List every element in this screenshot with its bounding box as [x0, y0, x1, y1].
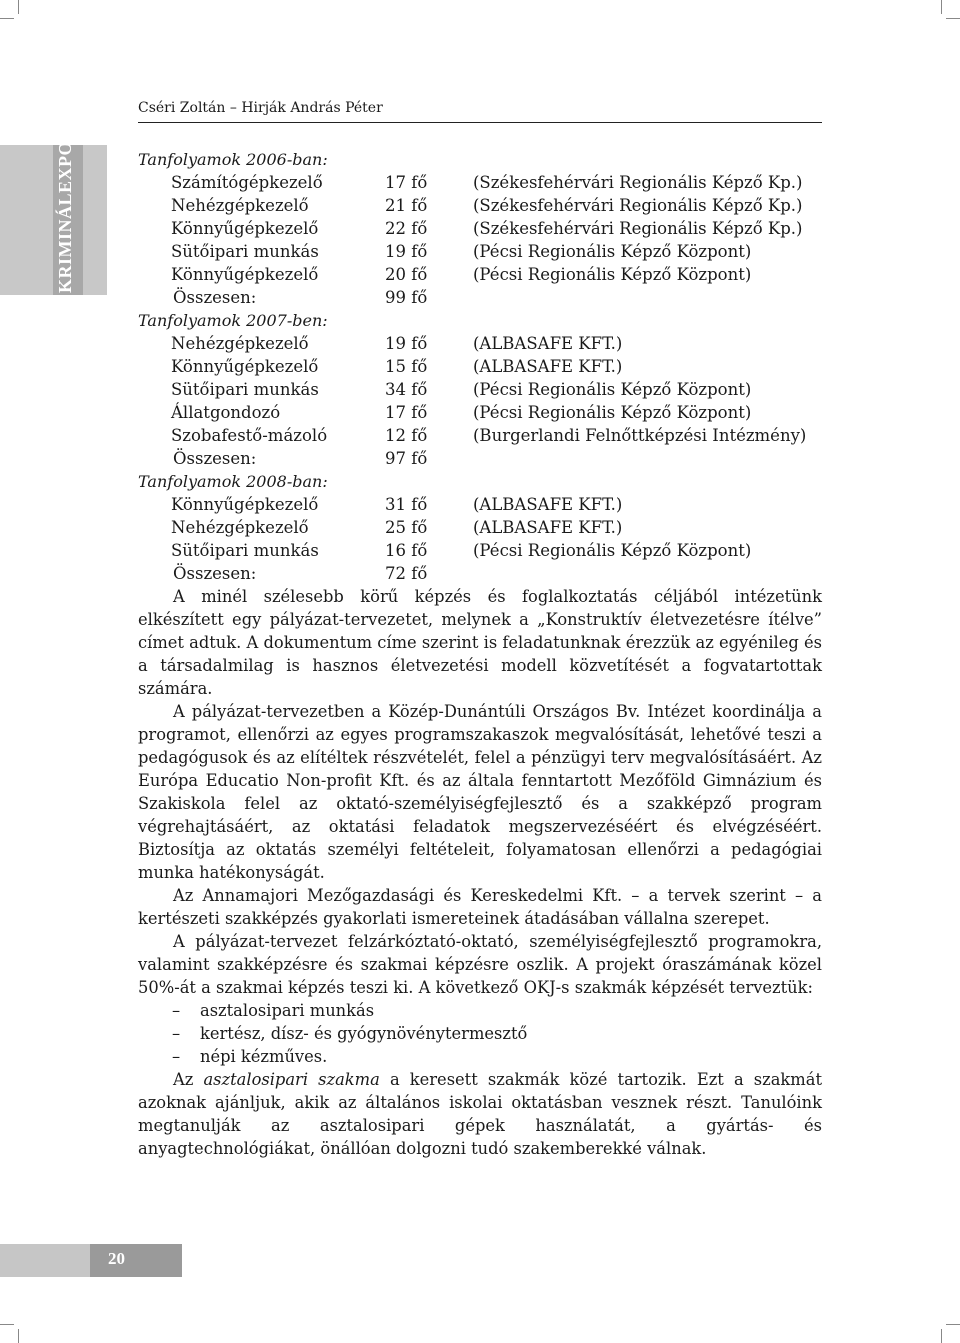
course-provider: (ALBASAFE KFT.): [473, 495, 623, 514]
paragraph: A pályázat-tervezetben a Közép-Dunántúli Országos Bv. Intézet koordinálja a programot, ellenőrzi az egyes programszakaszok megvalósítását, lehetővé teszi a pedagógusok és az elítéltek részvételét, felel a pénzügyi terv megvalósításáért. Az Európa Educatio Non-profit Kft. és az általa fenntartott Mezőföld Gimnázium és Szakiskola felel az oktató-személyiségfejlesztő és a szakképző program végrehajtásáért, az oktatási feladatok megszervezéséért és elvégzéséért. Biztosítja az oktatás személyi feltételeit, folyamatosan ellenőrzi a pedagógiai munka hatékonyságát.: [138, 702, 822, 882]
course-provider: (Pécsi Regionális Képző Központ): [473, 403, 752, 422]
course-count: 25 fő: [385, 518, 428, 537]
course-count: 16 fő: [385, 541, 428, 560]
crop-mark: [941, 0, 942, 14]
course-name: Könnyűgépkezelő: [171, 219, 319, 238]
course-name: Sütőipari munkás: [171, 380, 319, 399]
course-name: Számítógépkezelő: [171, 173, 323, 192]
course-provider: (ALBASAFE KFT.): [473, 357, 623, 376]
crop-mark: [941, 1329, 942, 1343]
side-tab-label: KRIMINÁLEXPO: [55, 140, 75, 293]
course-count: 17 fő: [385, 173, 428, 192]
list-item: [138, 1022, 822, 1045]
list-item-text: népi kézműves.: [200, 1047, 328, 1066]
course-count: 17 fő: [385, 403, 428, 422]
dash-bullet-icon: –: [172, 1024, 181, 1043]
paragraph-emphasis: asztalosipari szakma: [203, 1070, 380, 1089]
course-row: [138, 355, 822, 378]
course-provider: (Pécsi Regionális Képző Központ): [473, 265, 752, 284]
course-row: [138, 516, 822, 539]
section-title: Tanfolyamok 2008-ban:: [138, 472, 328, 491]
crop-mark: [946, 1324, 960, 1325]
course-row: [138, 194, 822, 217]
total-count: 99 fő: [385, 288, 428, 307]
course-provider: (Székesfehérvári Regionális Képző Kp.): [473, 173, 803, 192]
course-section-2008: [138, 470, 822, 585]
course-row: [138, 539, 822, 562]
list-item-text: asztalosipari munkás: [200, 1001, 375, 1020]
course-section-2006: [138, 148, 822, 309]
course-row: [138, 263, 822, 286]
course-provider: (Burgerlandi Felnőttképzési Intézmény): [473, 426, 807, 445]
dash-bullet-icon: –: [172, 1047, 181, 1066]
paragraph: Az Annamajori Mezőgazdasági és Kereskedelmi Kft. – a tervek szerint – a kertészeti szakképzés gyakorlati ismereteinek átadásában vállalna szerepet.: [138, 886, 822, 928]
course-row: [138, 493, 822, 516]
course-name: Könnyűgépkezelő: [171, 357, 319, 376]
course-provider: (Pécsi Regionális Képző Központ): [473, 541, 752, 560]
course-count: 15 fő: [385, 357, 428, 376]
profession-list: [138, 999, 822, 1068]
course-provider: (Székesfehérvári Regionális Képző Kp.): [473, 196, 803, 215]
course-count: 34 fő: [385, 380, 428, 399]
course-row: [138, 332, 822, 355]
body-text: [138, 585, 822, 1160]
course-count: 31 fő: [385, 495, 428, 514]
crop-mark: [18, 0, 19, 14]
page-number-tab-light: [0, 1244, 90, 1277]
course-provider: (Pécsi Regionális Képző Központ): [473, 380, 752, 399]
course-name: Könnyűgépkezelő: [171, 265, 319, 284]
course-count: 22 fő: [385, 219, 428, 238]
running-header: [138, 100, 822, 123]
total-label: Összesen:: [173, 564, 257, 583]
course-name: Nehézgépkezelő: [171, 196, 309, 215]
course-row: [138, 401, 822, 424]
crop-mark: [946, 18, 960, 19]
dash-bullet-icon: –: [172, 1001, 181, 1020]
course-name: Sütőipari munkás: [171, 541, 319, 560]
course-row: [138, 378, 822, 401]
paragraph: A pályázat-tervezet felzárkóztató-oktató, személyiségfejlesztő programokra, valamint szakképzésre és szakmai képzésre oszlik. A projekt óraszámának közel 50%-át a szakmai képzés teszi ki. A következő OKJ-s szakmák képzését terveztük:: [138, 932, 822, 997]
list-item: [138, 1045, 822, 1068]
crop-mark: [0, 18, 14, 19]
course-name: Szobafestő-mázoló: [171, 426, 328, 445]
course-count: 21 fő: [385, 196, 428, 215]
course-provider: (ALBASAFE KFT.): [473, 334, 623, 353]
course-name: Állatgondozó: [171, 403, 281, 422]
course-provider: (ALBASAFE KFT.): [473, 518, 623, 537]
paragraph: [138, 1068, 822, 1160]
course-section-2007: [138, 309, 822, 470]
course-count: 20 fő: [385, 265, 428, 284]
page-content: [138, 148, 822, 1160]
course-name: Sütőipari munkás: [171, 242, 319, 261]
course-count: 19 fő: [385, 242, 428, 261]
total-label: Összesen:: [173, 449, 257, 468]
section-title: Tanfolyamok 2006-ban:: [138, 150, 328, 169]
course-row: [138, 171, 822, 194]
list-item-text: kertész, dísz- és gyógynövénytermesztő: [200, 1024, 528, 1043]
course-row: [138, 217, 822, 240]
total-row: [138, 447, 822, 470]
course-provider: (Székesfehérvári Regionális Képző Kp.): [473, 219, 803, 238]
paragraph-prefix: Az: [173, 1070, 204, 1089]
crop-mark: [0, 1324, 14, 1325]
page-number: 20: [108, 1249, 125, 1268]
total-label: Összesen:: [173, 288, 257, 307]
course-name: Nehézgépkezelő: [171, 334, 309, 353]
course-name: Nehézgépkezelő: [171, 518, 309, 537]
header-authors: Cséri Zoltán – Hirják András Péter: [138, 100, 383, 116]
course-row: [138, 240, 822, 263]
course-name: Könnyűgépkezelő: [171, 495, 319, 514]
total-count: 72 fő: [385, 564, 428, 583]
course-row: [138, 424, 822, 447]
crop-mark: [18, 1329, 19, 1343]
course-count: 12 fő: [385, 426, 428, 445]
total-row: [138, 562, 822, 585]
course-provider: (Pécsi Regionális Képző Központ): [473, 242, 752, 261]
paragraph-rest: a keresett szakmák közé tartozik. Ezt a szakmát azoknak ajánljuk, akik az általános iskolai oktatásban vesznek részt. Tanulóink megtanulják az asztalosipari gépek használatát, a gyártás- és anyagtechnológiákat, önállóan dolgozni tudó szakemberekké válnak.: [138, 1070, 822, 1158]
side-tab: [0, 140, 107, 295]
total-row: [138, 286, 822, 309]
paragraph: A minél szélesebb körű képzés és foglalkoztatás céljából intézetünk elkészített egy pályázat-tervezetet, melynek a „Konstruktív életvezetésre ítélve” címet adtuk. A dokumentum címe szerint is feladatunknak érezzük az egyénileg és a társadalmilag is hasznos életvezetési modell közvetítését a fogvatartottak számára.: [138, 587, 822, 698]
course-count: 19 fő: [385, 334, 428, 353]
total-count: 97 fő: [385, 449, 428, 468]
page-number-tab: [0, 1244, 182, 1277]
list-item: [138, 999, 822, 1022]
section-title: Tanfolyamok 2007-ben:: [138, 311, 328, 330]
